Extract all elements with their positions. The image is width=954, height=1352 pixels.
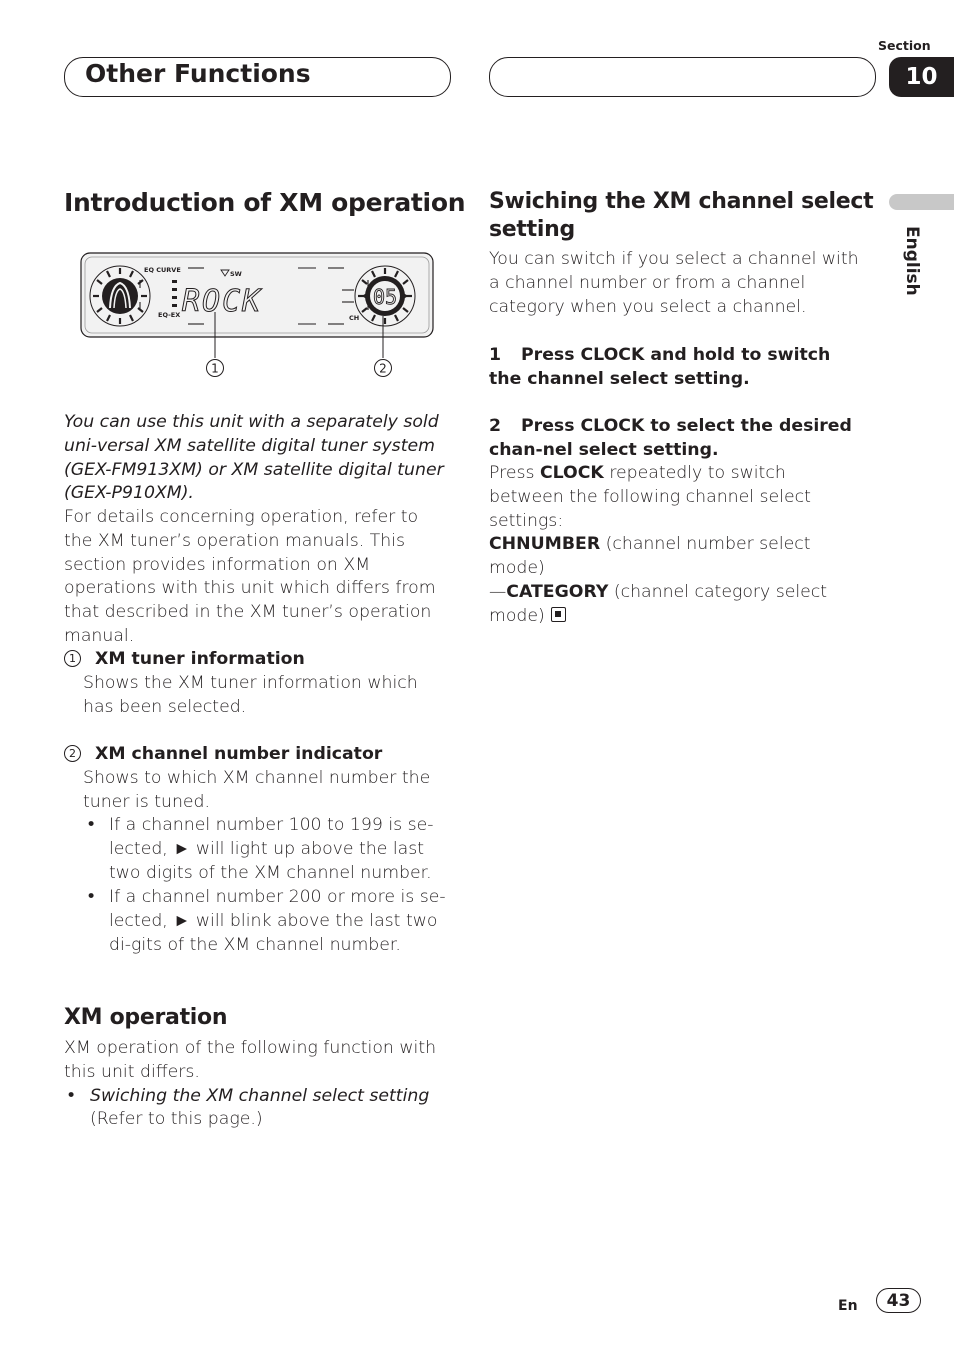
xm-operation-heading: XM operation xyxy=(64,1005,228,1030)
step-1: 1 Press CLOCK and hold to switch the channel select setting. xyxy=(489,345,831,389)
callout-2: 2 xyxy=(379,361,387,376)
item-1-title: 1 XM tuner information xyxy=(64,648,454,672)
section-number: 10 xyxy=(889,57,954,97)
intro-text: For details concerning operation, refer to the XM tuner’s operation manuals. This section provides information on XM operations with this unit which differs from that described in the XM tuner’s operation manual. xyxy=(64,507,436,646)
xm-bullet-ref: (Refer to this page.) xyxy=(90,1109,263,1129)
item-2-number: 2 xyxy=(64,745,81,762)
ch-label: CH xyxy=(349,314,360,322)
xm-operation-text: XM operation of the following function with this unit differs. xyxy=(64,1038,437,1082)
item-2-bullet-2: If a channel number 200 or more is se-lected, ► will blink above the last two di-gits of the XM channel number. xyxy=(109,887,446,955)
step-2-detail: Press CLOCK repeatedly to switch between the following channel select settings: CHNUMBER (channel number select mode) —CATEGORY (channel category select mode) xyxy=(489,463,828,626)
header-title: Other Functions xyxy=(85,59,311,88)
page-number: 43 xyxy=(876,1288,921,1313)
end-mark-icon xyxy=(551,607,566,622)
callout-1: 1 xyxy=(211,361,219,376)
footer-lang: En xyxy=(838,1298,858,1314)
bullet-marker: • xyxy=(86,815,97,835)
mode-category: CATEGORY xyxy=(506,581,609,602)
swiching-heading: Swiching the XM channel select setting xyxy=(489,189,874,242)
step-1-number: 1 xyxy=(489,345,502,365)
eq-curve-label: EQ CURVE xyxy=(144,266,181,274)
mode-chnumber: CHNUMBER xyxy=(489,534,601,555)
step-2: 2 Press CLOCK to select the desired chan-nel select setting. xyxy=(489,416,852,460)
item-2-title: 2 XM channel number indicator xyxy=(64,743,454,767)
item-2-bullet-1: If a channel number 100 to 199 is se-lected, ► will light up above the last two digits of the XM channel number. xyxy=(109,815,434,883)
channel-text: 05 xyxy=(372,285,398,309)
item-2-body: Shows to which XM channel number the tuner is tuned. xyxy=(83,768,431,812)
item-1-number: 1 xyxy=(64,650,81,667)
sw-label: SW xyxy=(230,270,242,278)
swiching-intro: You can switch if you select a channel with a channel number or from a channel category when you select a channel. xyxy=(489,249,859,317)
step-2-number: 2 xyxy=(489,416,502,436)
eq-ex-label: EQ-EX xyxy=(158,311,181,319)
display-text: ROCK xyxy=(182,284,263,319)
side-tab xyxy=(889,194,954,210)
display-illustration xyxy=(78,250,436,382)
bullet-marker: • xyxy=(66,1086,77,1106)
intro-heading: Introduction of XM operation xyxy=(64,188,466,217)
header-title-frame xyxy=(64,57,451,97)
xm-bullet-link: Swiching the XM channel select setting xyxy=(90,1086,430,1106)
header-right-frame xyxy=(489,57,876,97)
clock-key: CLOCK xyxy=(539,463,604,483)
item-1-body: Shows the XM tuner information which has been selected. xyxy=(83,673,418,717)
language-label: English xyxy=(902,226,922,296)
display-figure xyxy=(78,250,436,382)
section-label: Section xyxy=(878,38,931,53)
intro-italic: You can use this unit with a separately sold uni-versal XM satellite digital tuner system (GEX-FM913XM) or XM satellite digital tuner (GEX-P910XM). xyxy=(64,412,444,504)
bullet-marker: • xyxy=(86,887,97,907)
